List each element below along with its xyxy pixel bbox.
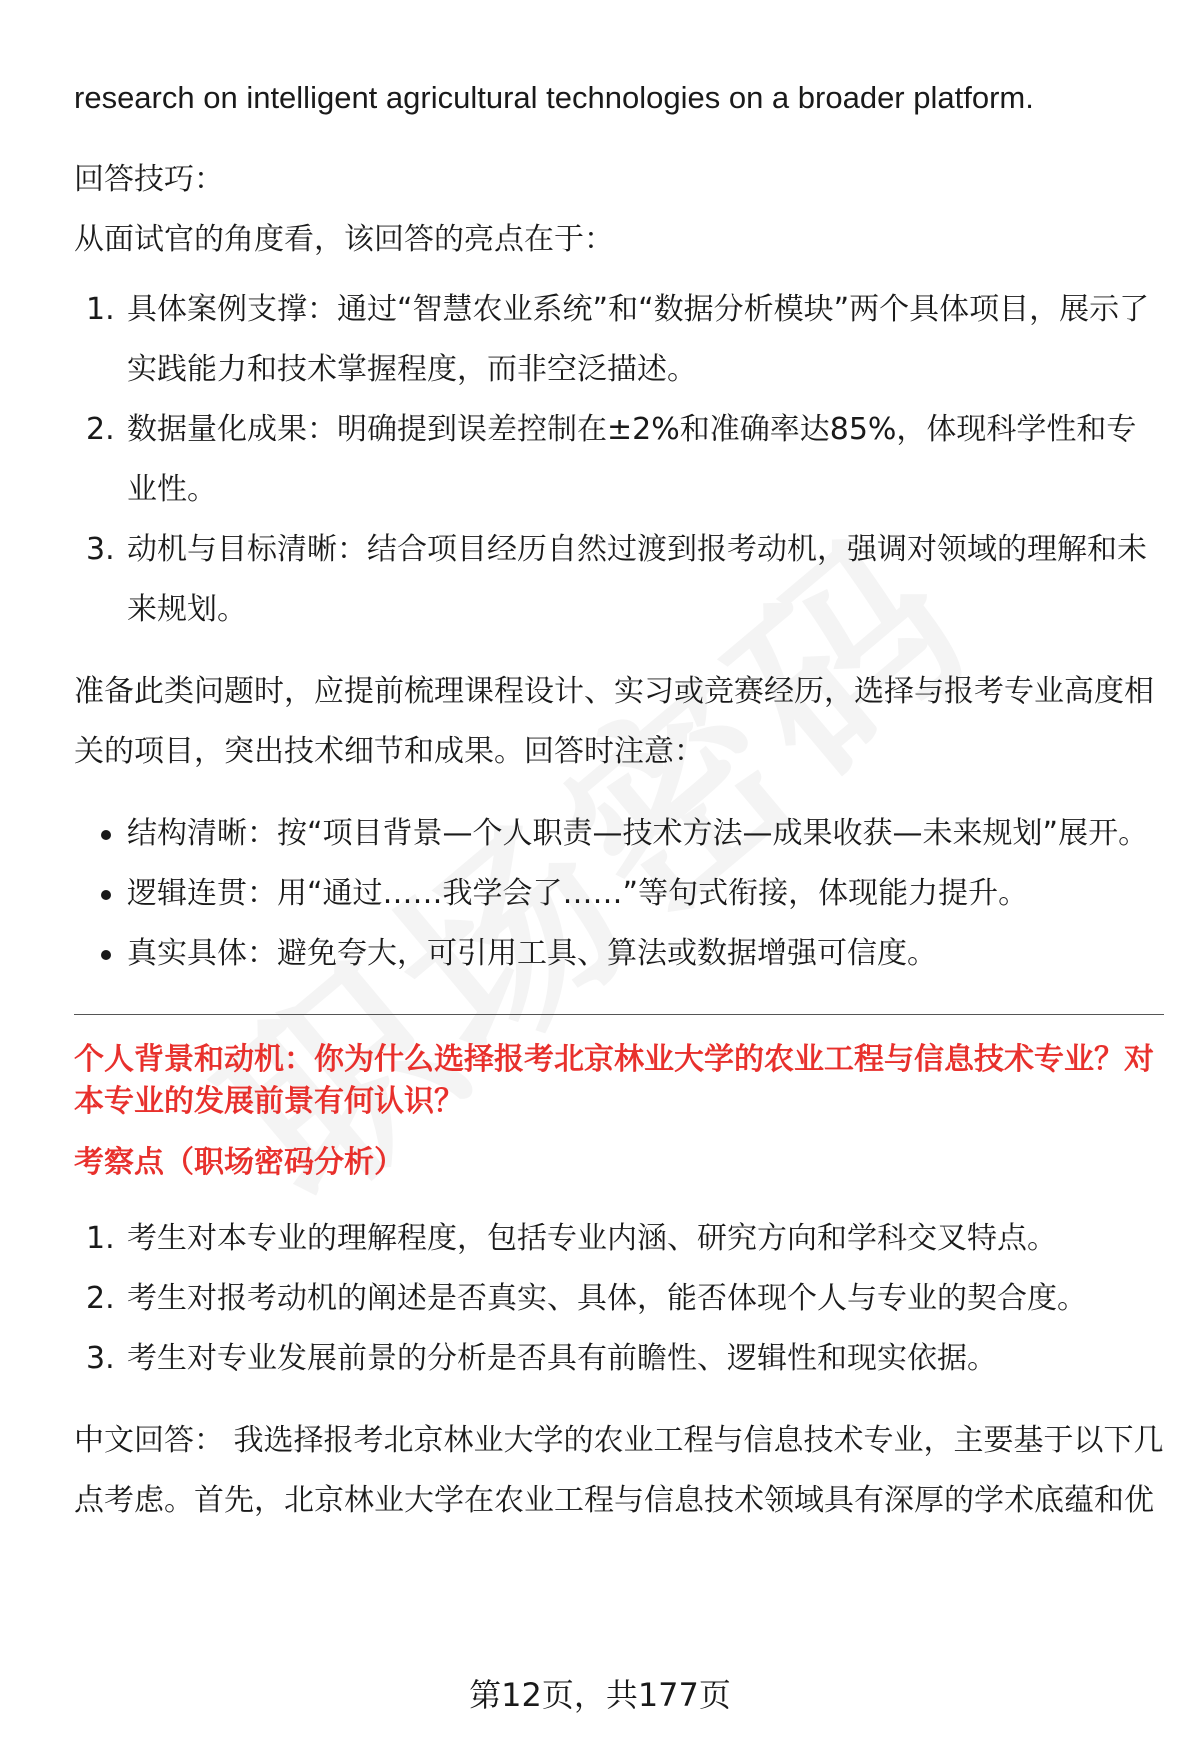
- list-item-text: 结构清晰：按“项目背景—个人职责—技术方法—成果收获—未来规划”展开。: [127, 816, 1149, 851]
- points-list: [74, 804, 1164, 984]
- tips-label: 回答技巧：: [74, 162, 224, 197]
- list-item-text: 数据量化成果：明确提到误差控制在±2%和准确率达85%，体现科学性和专业性。: [127, 412, 1137, 507]
- list-item: [74, 280, 1164, 400]
- list-number: 3.: [86, 532, 115, 567]
- list-item-text: 逻辑连贯：用“通过……我学会了……”等句式衔接，体现能力提升。: [127, 876, 1029, 911]
- list-number: 1.: [86, 1221, 115, 1256]
- list-number: 2.: [86, 412, 115, 447]
- focus-heading: 考察点（职场密码分析）: [74, 1145, 404, 1180]
- list-item: [74, 924, 1164, 984]
- continuation-text: research on intelligent agricultural technologies on a broader platform.: [74, 80, 1034, 115]
- list-item: [74, 520, 1164, 640]
- page-footer: 第12页，共177页: [469, 1676, 731, 1714]
- list-number: 2.: [86, 1281, 115, 1316]
- list-item: [74, 1329, 1164, 1389]
- focus-list: [74, 1209, 1164, 1389]
- section-divider: [74, 1014, 1164, 1015]
- bullet-icon: [101, 890, 111, 900]
- bullet-icon: [101, 830, 111, 840]
- list-item: [74, 1209, 1164, 1269]
- highlights-list: [74, 280, 1164, 640]
- list-item: [74, 804, 1164, 864]
- prep-paragraph: 准备此类问题时，应提前梳理课程设计、实习或竞赛经历，选择与报考专业高度相关的项目，突出技术细节和成果。回答时注意：: [74, 674, 1154, 769]
- tips-intro: 从面试官的角度看，该回答的亮点在于：: [74, 222, 614, 257]
- list-item: [74, 864, 1164, 924]
- list-item-text: 真实具体：避免夸大，可引用工具、算法或数据增强可信度。: [127, 936, 937, 971]
- list-item-text: 动机与目标清晰：结合项目经历自然过渡到报考动机，强调对领域的理解和未来规划。: [127, 532, 1147, 627]
- list-item-text: 具体案例支撑：通过“智慧农业系统”和“数据分析模块”两个具体项目，展示了实践能力和技术掌握程度，而非空泛描述。: [127, 292, 1150, 387]
- page-content: [74, 68, 1164, 1531]
- list-item-text: 考生对本专业的理解程度，包括专业内涵、研究方向和学科交叉特点。: [127, 1221, 1057, 1256]
- question-title: 个人背景和动机：你为什么选择报考北京林业大学的农业工程与信息技术专业？对本专业的发展前景有何认识？: [74, 1042, 1154, 1119]
- list-item-text: 考生对专业发展前景的分析是否具有前瞻性、逻辑性和现实依据。: [127, 1341, 997, 1376]
- list-number: 3.: [86, 1341, 115, 1376]
- list-item: [74, 1269, 1164, 1329]
- bullet-icon: [101, 950, 111, 960]
- list-item: [74, 400, 1164, 520]
- answer-paragraph: 中文回答： 我选择报考北京林业大学的农业工程与信息技术专业，主要基于以下几点考虑。首先，北京林业大学在农业工程与信息技术领域具有深厚的学术底蕴和优: [74, 1423, 1164, 1518]
- list-item-text: 考生对报考动机的阐述是否真实、具体，能否体现个人与专业的契合度。: [127, 1281, 1087, 1316]
- list-number: 1.: [86, 292, 115, 327]
